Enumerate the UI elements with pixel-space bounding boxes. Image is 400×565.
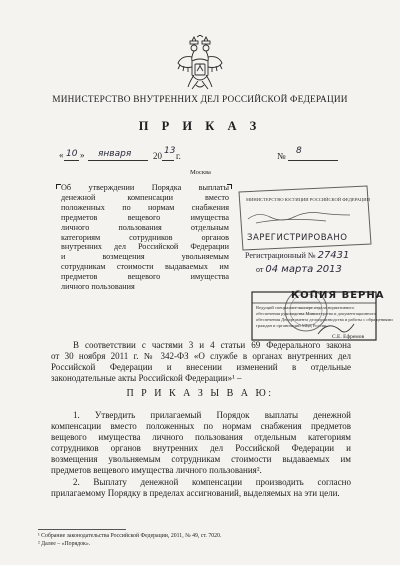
reg-number-label: Регистрационный № bbox=[245, 251, 316, 260]
order-item-line: 1. Утвердить прилагаемый Порядок выплаты денежной bbox=[73, 410, 351, 420]
registration-number bbox=[245, 250, 349, 261]
subject-line: предметов вещевого имущества bbox=[61, 272, 229, 282]
copy-stamp-line: обеспечения Департамента делопроизводства и работы с обращениями bbox=[256, 317, 393, 322]
date-month-underline bbox=[88, 160, 148, 161]
order-number: 8 bbox=[296, 146, 302, 156]
reg-from-label: от bbox=[256, 265, 264, 274]
subject-line: предметов вещевого имущества bbox=[61, 212, 229, 222]
order-item-line: возмещения увольняемым сотрудникам стоимости выдаваемых им bbox=[51, 454, 351, 464]
date-month: января bbox=[98, 149, 132, 159]
order-item-line: предметов вещевого имущества личного пользования². bbox=[51, 465, 262, 475]
preamble-line: законодательные акты Российской Федерации»¹ – bbox=[51, 373, 242, 383]
subject-line: категориям сотрудников органов bbox=[61, 232, 229, 242]
copy-stamp-line: обеспечения руководства Министерства и документационного bbox=[256, 311, 376, 316]
order-number-underline bbox=[288, 160, 338, 161]
subject-line: сотрудникам стоимости выдаваемых им bbox=[61, 262, 229, 272]
preamble-line: Российской Федерации и внесении изменений в отдельные bbox=[51, 362, 351, 372]
footnote: ² Далее – «Порядок». bbox=[38, 541, 91, 547]
subject-line: внутренних дел Российской Федерации bbox=[61, 242, 229, 252]
date-quote-open: « bbox=[59, 150, 64, 160]
date-quote-close: » bbox=[80, 150, 85, 160]
date-year-underline bbox=[162, 160, 174, 161]
order-directive-heading: П Р И К А З Ы В А Ю: bbox=[126, 388, 274, 399]
date-day: 10 bbox=[66, 149, 78, 159]
subject-line: личного пользования отдельным bbox=[61, 222, 229, 232]
preamble-line: от 30 ноября 2011 г. № 342-ФЗ «О службе в органах внутренних дел bbox=[51, 351, 351, 361]
date-year: 13 bbox=[164, 146, 176, 156]
date-year-prefix: 20 bbox=[153, 151, 162, 161]
date-day-underline bbox=[64, 160, 79, 161]
order-subject bbox=[61, 183, 229, 292]
order-item-line: сотрудников органов внутренних дел Российской Федерации и bbox=[51, 443, 351, 453]
copy-signer: С.Е. Ефремов bbox=[332, 334, 365, 340]
order-item-line: вещевого имущества личного пользования отдельным категориям bbox=[51, 432, 351, 442]
registration-org: МИНИСТЕРСТВО ЮСТИЦИИ РОССИЙСКОЙ ФЕДЕРАЦИИ bbox=[246, 197, 370, 202]
subject-line: денежной компенсации вместо bbox=[61, 192, 229, 202]
registration-date bbox=[256, 264, 342, 275]
order-number-sign: № bbox=[277, 151, 286, 161]
order-item-line: компенсации вместо положенных по нормам снабжения предметов bbox=[51, 421, 351, 431]
footnote-rule bbox=[38, 529, 126, 530]
registered-label: ЗАРЕГИСТРИРОВАНО bbox=[247, 233, 348, 243]
order-item-line: прилагаемому Порядку в пределах ассигнований, выделяемых на эти цели. bbox=[51, 488, 340, 498]
coat-of-arms-emblem bbox=[176, 35, 224, 93]
copy-true-label: КОПИЯ ВЕРНА bbox=[291, 290, 385, 301]
subject-line: личного пользования bbox=[61, 282, 135, 292]
date-year-suffix: г. bbox=[176, 151, 181, 161]
subject-line: Об утверждении Порядка выплаты bbox=[61, 183, 229, 192]
reg-date-value: 04 марта 2013 bbox=[265, 264, 342, 275]
subject-line: и возмещения увольняемым bbox=[61, 252, 229, 262]
ministry-name: МИНИСТЕРСТВО ВНУТРЕННИХ ДЕЛ РОССИЙСКОЙ ФЕДЕРАЦИИ bbox=[52, 95, 348, 105]
document-title: П Р И К А З bbox=[138, 119, 262, 133]
order-item-line: 2. Выплату денежной компенсации производить согласно bbox=[73, 477, 351, 487]
preamble-line: В соответствии с частями 3 и 4 статьи 69 Федерального закона bbox=[73, 340, 351, 350]
reg-number-value: 27431 bbox=[317, 250, 350, 261]
footnote: ¹ Собрание законодательства Российской Федерации, 2011, № 49, ст. 7020. bbox=[38, 533, 222, 539]
copy-stamp-line: Ведущий специалист-эксперт отдела нормативного bbox=[256, 305, 355, 310]
subject-line: положенных по нормам снабжения bbox=[61, 202, 229, 212]
copy-stamp-line: граждан и организаций МВД России bbox=[256, 323, 327, 328]
stamp-scribble bbox=[246, 205, 366, 227]
city-name: Москва bbox=[190, 169, 211, 176]
